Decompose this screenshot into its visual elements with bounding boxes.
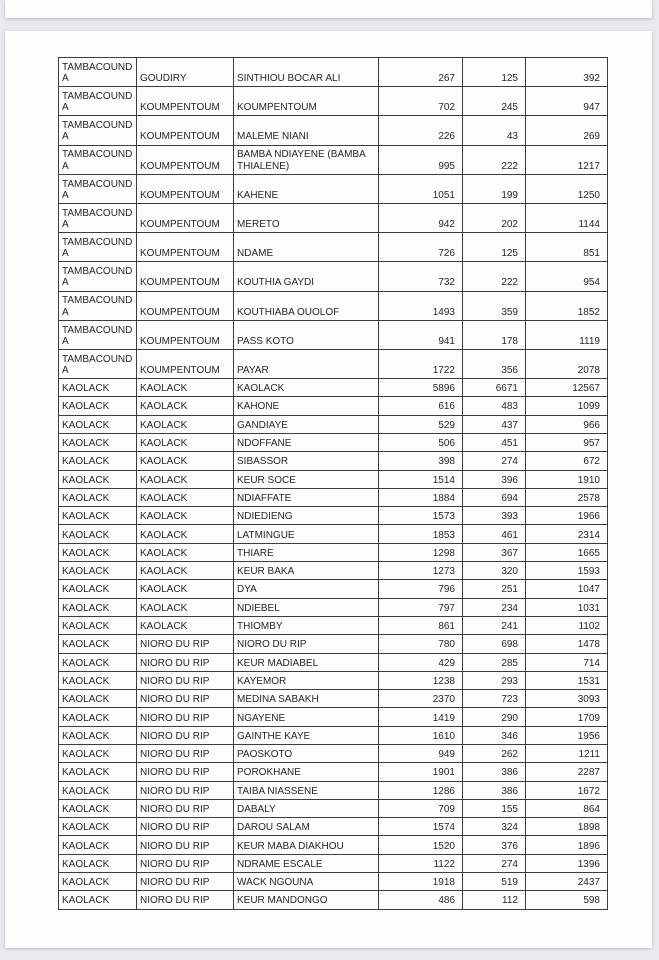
- cell-department: KAOLACK: [137, 562, 234, 580]
- cell-commune: KEUR MANDONGO: [234, 891, 379, 909]
- cell-total: 2314: [526, 525, 608, 543]
- cell-total: 1910: [526, 470, 608, 488]
- table-row: [59, 470, 608, 488]
- cell-value-2: 346: [463, 726, 526, 744]
- cell-total: 1099: [526, 397, 608, 415]
- cell-value-1: 1722: [379, 349, 463, 378]
- cell-region: KAOLACK: [59, 616, 137, 634]
- cell-total: 1956: [526, 726, 608, 744]
- table-row: [59, 452, 608, 470]
- table-row: [59, 891, 608, 909]
- cell-value-2: 202: [463, 203, 526, 232]
- cell-region: KAOLACK: [59, 891, 137, 909]
- cell-value-1: 1610: [379, 726, 463, 744]
- table-row: [59, 507, 608, 525]
- table-row: [59, 708, 608, 726]
- cell-region: KAOLACK: [59, 635, 137, 653]
- cell-value-2: 694: [463, 488, 526, 506]
- cell-total: 1665: [526, 543, 608, 561]
- cell-total: 1396: [526, 854, 608, 872]
- cell-region: KAOLACK: [59, 580, 137, 598]
- cell-department: KAOLACK: [137, 488, 234, 506]
- table-row: [59, 349, 608, 378]
- cell-commune: KOUTHIA GAYDI: [234, 262, 379, 291]
- cell-region: KAOLACK: [59, 397, 137, 415]
- cell-value-2: 112: [463, 891, 526, 909]
- cell-value-1: 1286: [379, 781, 463, 799]
- cell-department: NIORO DU RIP: [137, 799, 234, 817]
- cell-total: 947: [526, 87, 608, 116]
- table-row: [59, 291, 608, 320]
- table-row: [59, 233, 608, 262]
- cell-total: 1852: [526, 291, 608, 320]
- cell-commune: KEUR BAKA: [234, 562, 379, 580]
- cell-total: 851: [526, 233, 608, 262]
- cell-commune: MERETO: [234, 203, 379, 232]
- table-row: [59, 745, 608, 763]
- cell-total: 672: [526, 452, 608, 470]
- cell-value-2: 285: [463, 653, 526, 671]
- cell-total: 966: [526, 415, 608, 433]
- cell-value-2: 483: [463, 397, 526, 415]
- cell-department: KOUMPENTOUM: [137, 320, 234, 349]
- cell-value-1: 1918: [379, 873, 463, 891]
- cell-value-2: 43: [463, 116, 526, 145]
- cell-value-1: 1051: [379, 174, 463, 203]
- cell-region: KAOLACK: [59, 836, 137, 854]
- table-row: [59, 415, 608, 433]
- table-row: [59, 854, 608, 872]
- cell-department: NIORO DU RIP: [137, 708, 234, 726]
- cell-department: KAOLACK: [137, 507, 234, 525]
- cell-value-1: 709: [379, 799, 463, 817]
- previous-page-bottom-edge: [5, 0, 652, 18]
- cell-value-2: 451: [463, 433, 526, 451]
- cell-commune: POROKHANE: [234, 763, 379, 781]
- cell-value-1: 506: [379, 433, 463, 451]
- cell-department: NIORO DU RIP: [137, 818, 234, 836]
- cell-value-2: 393: [463, 507, 526, 525]
- cell-region: KAOLACK: [59, 507, 137, 525]
- cell-region: KAOLACK: [59, 415, 137, 433]
- table-row: [59, 145, 608, 174]
- cell-total: 1119: [526, 320, 608, 349]
- cell-region: KAOLACK: [59, 745, 137, 763]
- cell-department: NIORO DU RIP: [137, 653, 234, 671]
- cell-commune: NDIEBEL: [234, 598, 379, 616]
- cell-commune: THIARE: [234, 543, 379, 561]
- cell-commune: NIORO DU RIP: [234, 635, 379, 653]
- cell-value-1: 1273: [379, 562, 463, 580]
- cell-total: 269: [526, 116, 608, 145]
- cell-value-1: 949: [379, 745, 463, 763]
- cell-department: NIORO DU RIP: [137, 836, 234, 854]
- cell-commune: THIOMBY: [234, 616, 379, 634]
- cell-department: NIORO DU RIP: [137, 671, 234, 689]
- table-row: [59, 262, 608, 291]
- cell-commune: SIBASSOR: [234, 452, 379, 470]
- cell-commune: PAYAR: [234, 349, 379, 378]
- cell-value-1: 1514: [379, 470, 463, 488]
- cell-commune: NDIAFFATE: [234, 488, 379, 506]
- table-row: [59, 653, 608, 671]
- cell-value-2: 125: [463, 58, 526, 87]
- table-row: [59, 397, 608, 415]
- cell-value-2: 274: [463, 854, 526, 872]
- cell-value-2: 367: [463, 543, 526, 561]
- cell-value-1: 398: [379, 452, 463, 470]
- table-row: [59, 671, 608, 689]
- cell-region: TAMBACOUNDA: [59, 58, 137, 87]
- table-row: [59, 433, 608, 451]
- cell-total: 1217: [526, 145, 608, 174]
- cell-value-2: 222: [463, 145, 526, 174]
- cell-total: 1250: [526, 174, 608, 203]
- cell-region: TAMBACOUNDA: [59, 174, 137, 203]
- cell-value-2: 359: [463, 291, 526, 320]
- cell-department: NIORO DU RIP: [137, 763, 234, 781]
- cell-total: 1672: [526, 781, 608, 799]
- table-row: [59, 379, 608, 397]
- cell-region: TAMBACOUNDA: [59, 320, 137, 349]
- cell-value-2: 6671: [463, 379, 526, 397]
- cell-department: KOUMPENTOUM: [137, 291, 234, 320]
- cell-department: NIORO DU RIP: [137, 635, 234, 653]
- cell-value-2: 376: [463, 836, 526, 854]
- cell-commune: KOUMPENTOUM: [234, 87, 379, 116]
- cell-total: 714: [526, 653, 608, 671]
- table-row: [59, 174, 608, 203]
- cell-value-2: 723: [463, 690, 526, 708]
- document-page: [5, 31, 652, 948]
- cell-department: KAOLACK: [137, 598, 234, 616]
- cell-region: TAMBACOUNDA: [59, 145, 137, 174]
- cell-department: KAOLACK: [137, 543, 234, 561]
- table-row: [59, 87, 608, 116]
- cell-department: KOUMPENTOUM: [137, 349, 234, 378]
- cell-total: 864: [526, 799, 608, 817]
- cell-value-2: 461: [463, 525, 526, 543]
- cell-total: 3093: [526, 690, 608, 708]
- cell-department: KOUMPENTOUM: [137, 116, 234, 145]
- table-row: [59, 690, 608, 708]
- cell-department: KOUMPENTOUM: [137, 87, 234, 116]
- cell-value-1: 941: [379, 320, 463, 349]
- cell-value-2: 320: [463, 562, 526, 580]
- cell-total: 1211: [526, 745, 608, 763]
- cell-commune: KAYEMOR: [234, 671, 379, 689]
- cell-value-1: 995: [379, 145, 463, 174]
- cell-total: 1593: [526, 562, 608, 580]
- cell-value-1: 429: [379, 653, 463, 671]
- cell-region: KAOLACK: [59, 873, 137, 891]
- cell-department: KOUMPENTOUM: [137, 174, 234, 203]
- cell-region: KAOLACK: [59, 671, 137, 689]
- cell-value-1: 529: [379, 415, 463, 433]
- table-row: [59, 116, 608, 145]
- cell-value-1: 702: [379, 87, 463, 116]
- cell-total: 1047: [526, 580, 608, 598]
- cell-total: 1531: [526, 671, 608, 689]
- table-row: [59, 818, 608, 836]
- table-row: [59, 488, 608, 506]
- cell-value-1: 226: [379, 116, 463, 145]
- cell-value-2: 155: [463, 799, 526, 817]
- cell-department: KAOLACK: [137, 525, 234, 543]
- cell-region: TAMBACOUNDA: [59, 87, 137, 116]
- cell-value-1: 1853: [379, 525, 463, 543]
- cell-region: KAOLACK: [59, 452, 137, 470]
- cell-commune: KAHONE: [234, 397, 379, 415]
- cell-value-1: 1493: [379, 291, 463, 320]
- cell-value-1: 1122: [379, 854, 463, 872]
- table-row: [59, 320, 608, 349]
- cell-value-2: 324: [463, 818, 526, 836]
- table-row: [59, 543, 608, 561]
- cell-department: KAOLACK: [137, 616, 234, 634]
- cell-region: KAOLACK: [59, 379, 137, 397]
- cell-total: 1709: [526, 708, 608, 726]
- cell-value-2: 356: [463, 349, 526, 378]
- cell-value-1: 1574: [379, 818, 463, 836]
- cell-region: KAOLACK: [59, 763, 137, 781]
- cell-commune: NDRAME ESCALE: [234, 854, 379, 872]
- cell-commune: DAROU SALAM: [234, 818, 379, 836]
- cell-value-1: 616: [379, 397, 463, 415]
- cell-commune: KAHENE: [234, 174, 379, 203]
- cell-region: KAOLACK: [59, 854, 137, 872]
- cell-total: 12567: [526, 379, 608, 397]
- cell-department: NIORO DU RIP: [137, 854, 234, 872]
- cell-commune: GAINTHE KAYE: [234, 726, 379, 744]
- cell-region: TAMBACOUNDA: [59, 116, 137, 145]
- cell-region: KAOLACK: [59, 543, 137, 561]
- table-row: [59, 598, 608, 616]
- cell-commune: NDOFFANE: [234, 433, 379, 451]
- cell-value-1: 732: [379, 262, 463, 291]
- cell-commune: MALEME NIANI: [234, 116, 379, 145]
- cell-region: KAOLACK: [59, 598, 137, 616]
- cell-department: KAOLACK: [137, 470, 234, 488]
- cell-commune: KEUR MADIABEL: [234, 653, 379, 671]
- cell-region: KAOLACK: [59, 781, 137, 799]
- cell-region: KAOLACK: [59, 726, 137, 744]
- cell-region: TAMBACOUNDA: [59, 233, 137, 262]
- cell-value-1: 1520: [379, 836, 463, 854]
- cell-department: KOUMPENTOUM: [137, 203, 234, 232]
- cell-department: KAOLACK: [137, 397, 234, 415]
- table-row: [59, 836, 608, 854]
- cell-value-1: 1573: [379, 507, 463, 525]
- cell-region: KAOLACK: [59, 799, 137, 817]
- cell-value-1: 2370: [379, 690, 463, 708]
- cell-department: KAOLACK: [137, 580, 234, 598]
- cell-region: TAMBACOUNDA: [59, 291, 137, 320]
- cell-region: KAOLACK: [59, 708, 137, 726]
- table-row: [59, 525, 608, 543]
- cell-value-1: 1884: [379, 488, 463, 506]
- cell-region: KAOLACK: [59, 470, 137, 488]
- table-row: [59, 635, 608, 653]
- cell-value-2: 241: [463, 616, 526, 634]
- cell-value-1: 1238: [379, 671, 463, 689]
- cell-department: NIORO DU RIP: [137, 781, 234, 799]
- cell-value-1: 780: [379, 635, 463, 653]
- cell-value-2: 396: [463, 470, 526, 488]
- cell-commune: GANDIAYE: [234, 415, 379, 433]
- cell-region: KAOLACK: [59, 488, 137, 506]
- cell-value-2: 519: [463, 873, 526, 891]
- cell-department: KOUMPENTOUM: [137, 233, 234, 262]
- cell-department: NIORO DU RIP: [137, 745, 234, 763]
- cell-total: 392: [526, 58, 608, 87]
- results-table: [58, 57, 608, 910]
- cell-value-1: 797: [379, 598, 463, 616]
- cell-commune: NGAYENE: [234, 708, 379, 726]
- cell-total: 1031: [526, 598, 608, 616]
- cell-total: 954: [526, 262, 608, 291]
- cell-value-1: 861: [379, 616, 463, 634]
- cell-value-2: 222: [463, 262, 526, 291]
- table-row: [59, 799, 608, 817]
- cell-total: 1966: [526, 507, 608, 525]
- cell-region: TAMBACOUNDA: [59, 262, 137, 291]
- cell-value-2: 290: [463, 708, 526, 726]
- cell-department: GOUDIRY: [137, 58, 234, 87]
- cell-department: NIORO DU RIP: [137, 873, 234, 891]
- cell-value-1: 1901: [379, 763, 463, 781]
- cell-value-2: 386: [463, 781, 526, 799]
- cell-region: KAOLACK: [59, 562, 137, 580]
- cell-value-2: 262: [463, 745, 526, 763]
- cell-total: 1896: [526, 836, 608, 854]
- cell-value-1: 267: [379, 58, 463, 87]
- cell-commune: DABALY: [234, 799, 379, 817]
- cell-value-1: 942: [379, 203, 463, 232]
- cell-commune: KOUTHIABA OUOLOF: [234, 291, 379, 320]
- cell-department: KOUMPENTOUM: [137, 262, 234, 291]
- cell-commune: MEDINA SABAKH: [234, 690, 379, 708]
- cell-commune: NDIEDIENG: [234, 507, 379, 525]
- cell-value-1: 486: [379, 891, 463, 909]
- cell-value-1: 796: [379, 580, 463, 598]
- table-row: [59, 562, 608, 580]
- table-row: [59, 58, 608, 87]
- cell-commune: WACK NGOUNA: [234, 873, 379, 891]
- cell-region: KAOLACK: [59, 653, 137, 671]
- cell-region: KAOLACK: [59, 690, 137, 708]
- cell-total: 2078: [526, 349, 608, 378]
- cell-value-1: 1298: [379, 543, 463, 561]
- cell-value-2: 199: [463, 174, 526, 203]
- cell-value-2: 293: [463, 671, 526, 689]
- cell-region: KAOLACK: [59, 818, 137, 836]
- cell-value-2: 251: [463, 580, 526, 598]
- cell-commune: SINTHIOU BOCAR ALI: [234, 58, 379, 87]
- cell-commune: DYA: [234, 580, 379, 598]
- cell-total: 1478: [526, 635, 608, 653]
- cell-total: 1102: [526, 616, 608, 634]
- table-row: [59, 781, 608, 799]
- cell-total: 2578: [526, 488, 608, 506]
- cell-commune: PAOSKOTO: [234, 745, 379, 763]
- cell-region: KAOLACK: [59, 433, 137, 451]
- cell-value-2: 125: [463, 233, 526, 262]
- cell-commune: LATMINGUE: [234, 525, 379, 543]
- cell-total: 2437: [526, 873, 608, 891]
- cell-commune: KEUR MABA DIAKHOU: [234, 836, 379, 854]
- table-row: [59, 726, 608, 744]
- cell-region: KAOLACK: [59, 525, 137, 543]
- table-row: [59, 580, 608, 598]
- table-row: [59, 763, 608, 781]
- cell-value-2: 274: [463, 452, 526, 470]
- cell-total: 957: [526, 433, 608, 451]
- cell-department: NIORO DU RIP: [137, 690, 234, 708]
- cell-region: TAMBACOUNDA: [59, 349, 137, 378]
- cell-value-1: 5896: [379, 379, 463, 397]
- cell-department: KAOLACK: [137, 433, 234, 451]
- cell-value-2: 234: [463, 598, 526, 616]
- cell-region: TAMBACOUNDA: [59, 203, 137, 232]
- cell-commune: KAOLACK: [234, 379, 379, 397]
- cell-department: KAOLACK: [137, 415, 234, 433]
- table-row: [59, 873, 608, 891]
- cell-total: 1898: [526, 818, 608, 836]
- cell-value-1: 726: [379, 233, 463, 262]
- cell-department: KAOLACK: [137, 379, 234, 397]
- cell-commune: BAMBA NDIAYENE (BAMBA THIALENE): [234, 145, 379, 174]
- cell-value-2: 245: [463, 87, 526, 116]
- cell-department: KAOLACK: [137, 452, 234, 470]
- cell-department: NIORO DU RIP: [137, 726, 234, 744]
- table-row: [59, 616, 608, 634]
- cell-value-2: 178: [463, 320, 526, 349]
- cell-commune: KEUR SOCE: [234, 470, 379, 488]
- cell-department: NIORO DU RIP: [137, 891, 234, 909]
- cell-value-1: 1419: [379, 708, 463, 726]
- cell-value-2: 386: [463, 763, 526, 781]
- cell-department: KOUMPENTOUM: [137, 145, 234, 174]
- cell-commune: NDAME: [234, 233, 379, 262]
- cell-total: 1144: [526, 203, 608, 232]
- cell-total: 2287: [526, 763, 608, 781]
- table-body: [59, 58, 608, 910]
- cell-value-2: 698: [463, 635, 526, 653]
- cell-total: 598: [526, 891, 608, 909]
- cell-commune: TAIBA NIASSENE: [234, 781, 379, 799]
- table-row: [59, 203, 608, 232]
- cell-commune: PASS KOTO: [234, 320, 379, 349]
- cell-value-2: 437: [463, 415, 526, 433]
